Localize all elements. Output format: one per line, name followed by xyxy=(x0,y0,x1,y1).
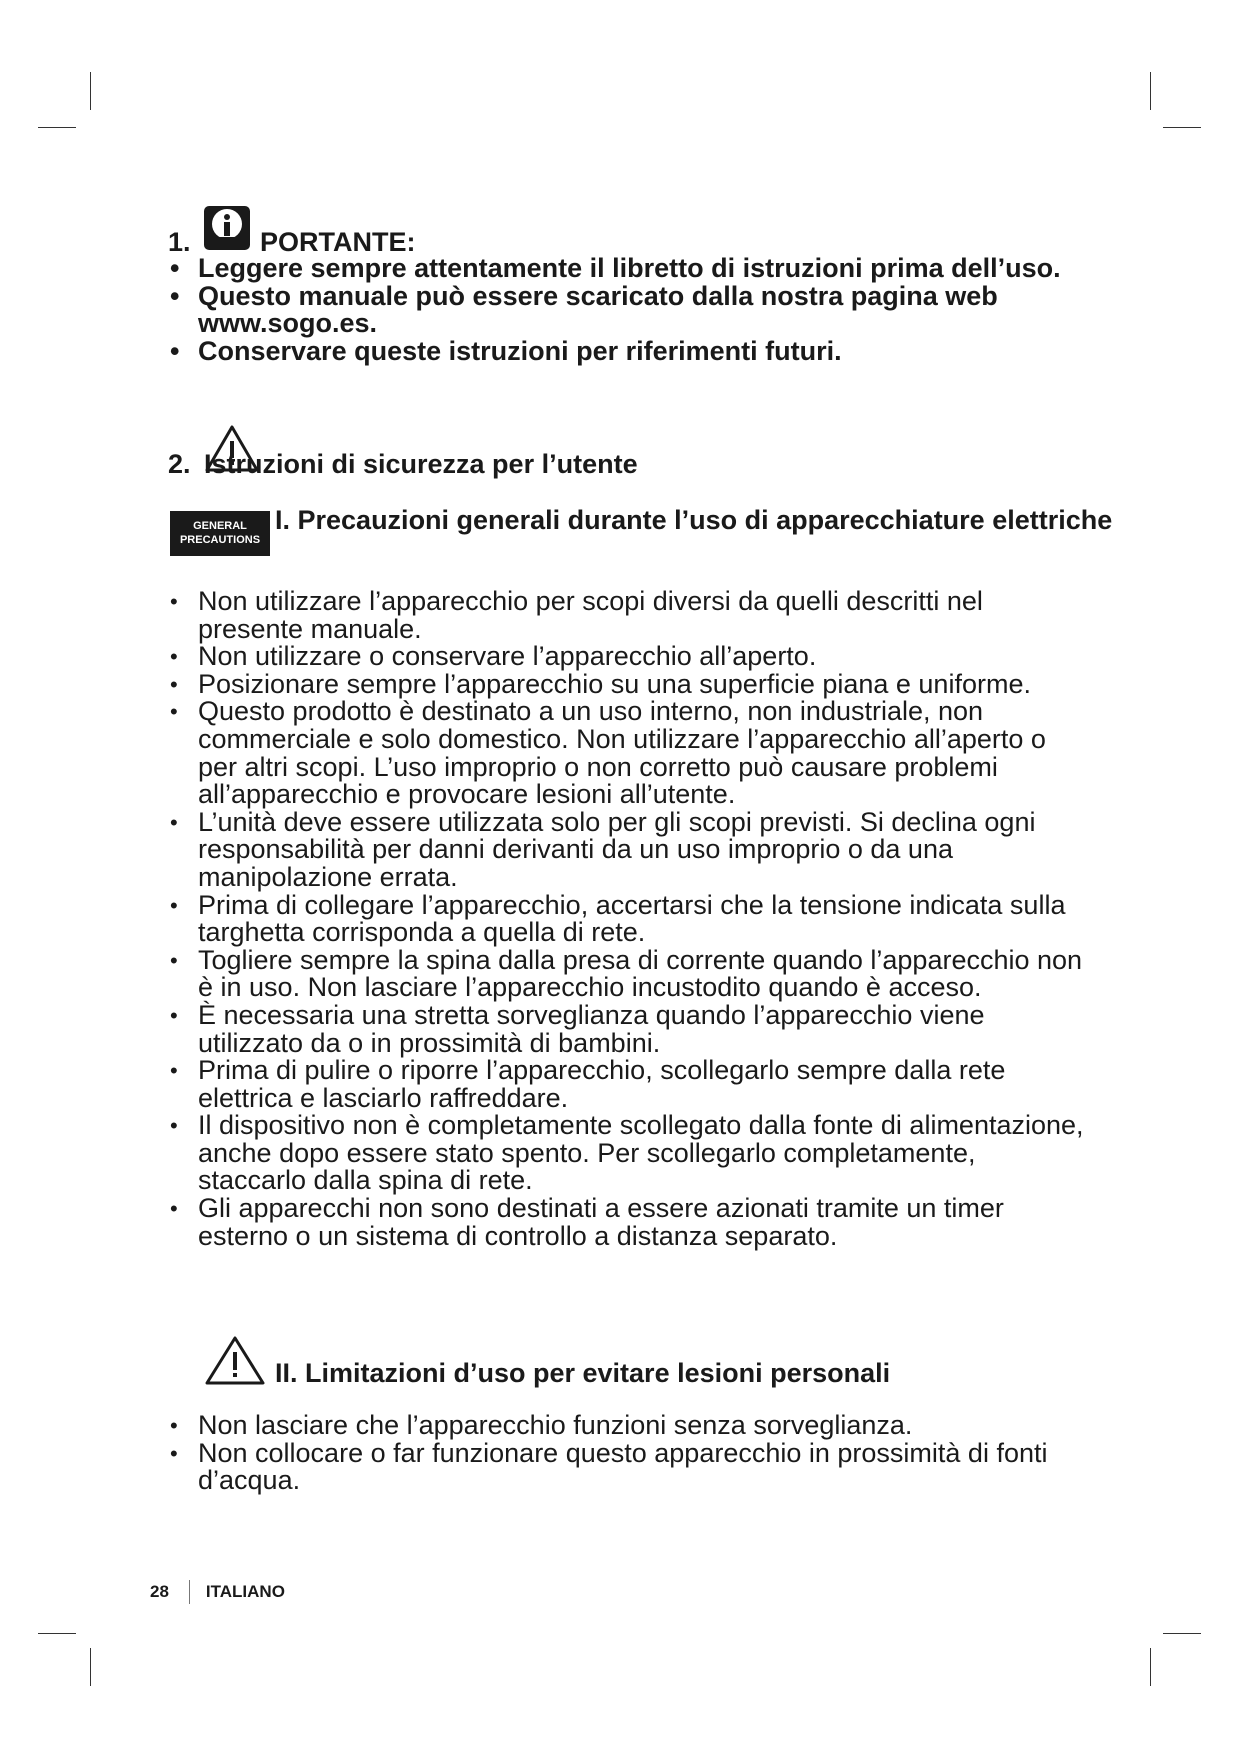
list-item: • Gli apparecchi non sono destinati a essere azionati tramite un timer esterno o un sistema di controllo a distanza separato. xyxy=(170,1193,1004,1251)
limitations-list xyxy=(170,1412,1090,1495)
list-item: • Non lasciare che l’apparecchio funzioni senza sorveglianza. xyxy=(170,1410,913,1440)
list-item: • Non collocare o far funzionare questo apparecchio in prossimità di fonti d’acqua. xyxy=(170,1437,1048,1496)
list-item: • Conservare queste istruzioni per riferimenti futuri. xyxy=(170,335,842,366)
section-number: 2. xyxy=(168,449,191,479)
subsection-1-title: I. Precauzioni generali durante l’uso di apparecchiature elettriche xyxy=(275,505,1113,535)
important-list xyxy=(170,255,1070,365)
section-title: PORTANTE: xyxy=(260,227,416,257)
footer-language: ITALIANO xyxy=(205,1582,285,1601)
list-item: • Prima di collegare l’apparecchio, accertarsi che la tensione indicata sulla targhetta corrisponda a quella di rete. xyxy=(170,889,1066,948)
list-item: • È necessaria una stretta sorveglianza quando l’apparecchio viene utilizzato da o in prossimità di bambini. xyxy=(170,999,985,1058)
list-item: • Non utilizzare o conservare l’apparecchio all’aperto. xyxy=(170,641,817,672)
subsection-2-title: II. Limitazioni d’uso per evitare lesioni personali xyxy=(275,1358,891,1388)
list-item: • Questo prodotto è destinato a un uso interno, non industriale, non commerciale e solo domestico. Non utilizzare l’apparecchio all’aperto o per altri scopi. L’uso improprio o non corretto può causare problemi all’apparecchio e provocare lesioni all’utente. xyxy=(170,696,1046,810)
page-number: 28 xyxy=(150,1582,169,1601)
footer-divider xyxy=(189,1580,190,1604)
list-item: • L’unità deve essere utilizzata solo per gli scopi previsti. Si declina ogni responsabilità per danni derivanti da un uso improprio o da una manipolazione errata. xyxy=(170,806,1036,892)
list-item: • Il dispositivo non è completamente scollegato dalla fonte di alimentazione, anche dopo essere stato spento. Per scollegarlo completamente, staccarlo dalla spina di rete. xyxy=(170,1110,1084,1196)
list-item: • Togliere sempre la spina dalla presa di corrente quando l’apparecchio non è in uso. Non lasciare l’apparecchio incustodito quando è acceso. xyxy=(170,944,1083,1003)
page-footer xyxy=(150,1580,285,1604)
warning-icon xyxy=(204,1335,266,1387)
section-title: Istruzioni di sicurezza per l’utente xyxy=(204,449,638,479)
section-number: 1. xyxy=(168,227,191,257)
list-item: • Posizionare sempre l’apparecchio su una superficie piana e uniforme. xyxy=(170,668,1031,699)
list-item: • Questo manuale può essere scaricato dalla nostra pagina web www.sogo.es. xyxy=(170,280,998,338)
general-precautions-badge: GENERAL PRECAUTIONS xyxy=(170,511,270,556)
section-2-heading xyxy=(168,450,638,478)
precautions-list xyxy=(170,588,1090,1250)
info-icon xyxy=(204,206,250,250)
list-item: • Prima di pulire o riporre l’apparecchio, scollegarlo sempre dalla rete elettrica e lasciarlo raffreddare. xyxy=(170,1055,1006,1113)
list-item: • Non utilizzare l’apparecchio per scopi diversi da quelli descritti nel presente manuale. xyxy=(170,586,983,644)
list-item: • Leggere sempre attentamente il libretto di istruzioni prima dell’uso. xyxy=(170,253,1061,283)
